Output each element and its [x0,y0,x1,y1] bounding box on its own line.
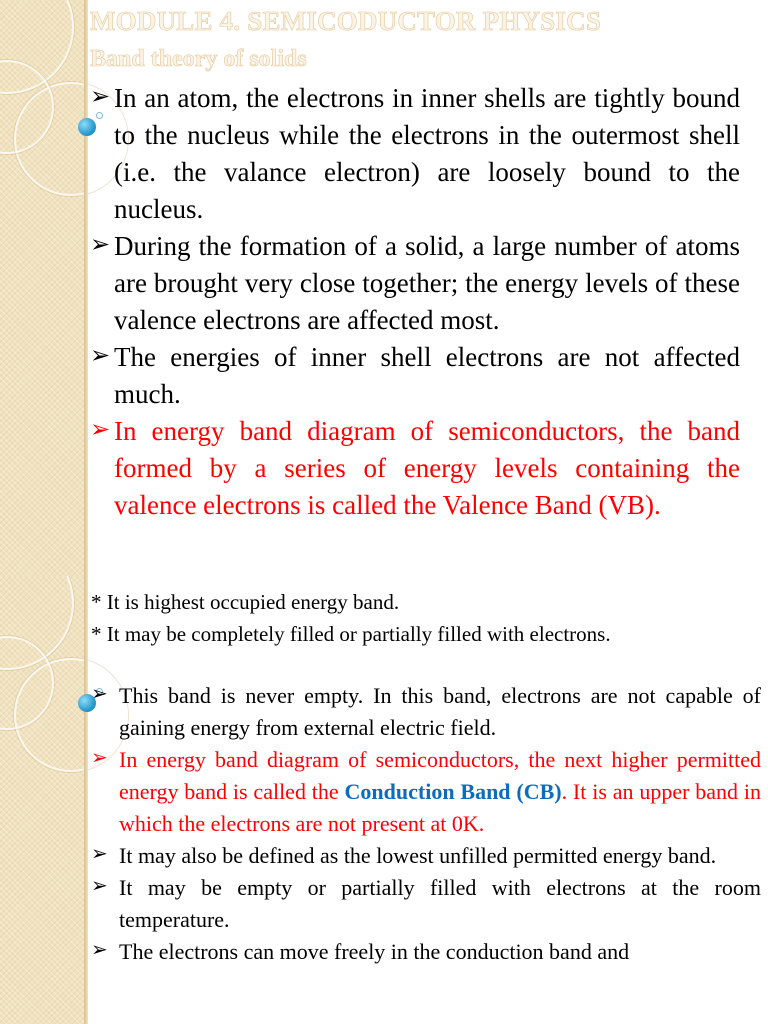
list-item-text: In an atom, the electrons in inner shells are tightly bound to the nucleus while the electrons in the outermost shell (i.e. the valance electron) are loosely bound to the nucleus. [114,83,740,224]
list-item [91,680,761,744]
page-title: MODULE 4. SEMICODUCTOR PHYSICS [90,6,602,36]
notes-block [91,586,761,650]
arrow-bullet-icon: ➢ [91,747,108,769]
list-item-text: This band is never empty. In this band, electrons are not capable of gaining energy from external electric field. [119,683,761,740]
arrow-bullet-icon: ➢ [91,875,108,897]
decorative-side-strip [0,0,84,576]
list-item-text-pre: In energy band diagram of semiconductors, the next higher permitted energy band is called the [119,747,761,804]
list-item-highlighted [91,744,761,840]
list-item-text: During the formation of a solid, a large number of atoms are brought very close together; the energy levels of these valence electrons are affected most. [114,231,740,335]
note-line: * It is highest occupied energy band. [91,590,400,614]
list-item [91,872,761,936]
list-item-text: It may be empty or partially filled with electrons at the room temperature. [119,875,761,932]
conduction-band-term: Conduction Band (CB) [344,779,562,804]
list-item [91,936,761,968]
arrow-bullet-icon: ➢ [90,232,111,258]
decorative-side-strip [0,576,84,1024]
list-item-text-post: . It is an upper band in which the electrons are not present at 0K. [119,779,761,836]
arrow-bullet-icon: ➢ [90,343,111,369]
arrow-bullet-icon: ➢ [91,843,108,865]
arrow-bullet-icon: ➢ [90,84,111,110]
strip-edge [84,576,88,1024]
page-subtitle: Band theory of solids [90,46,307,72]
bullet-list [91,680,761,968]
strip-edge [84,0,88,576]
arrow-bullet-icon: ➢ [91,939,108,961]
list-item [90,80,740,228]
list-item-highlighted [90,413,740,524]
note-line: * It may be completely filled or partially filled with electrons. [91,622,611,646]
list-item-text: It may also be defined as the lowest unfilled permitted energy band. [119,843,717,868]
list-item-text: The electrons can move freely in the conduction band and [119,939,630,964]
list-item [90,339,740,413]
arrow-bullet-icon: ➢ [91,683,108,705]
list-item-text: In energy band diagram of semiconductors, the band formed by a series of energy levels containing the valence electrons is called the Valence Band (VB). [114,416,740,520]
bullet-list [90,80,740,524]
arrow-bullet-icon: ➢ [90,417,111,443]
list-item-text: The energies of inner shell electrons are not affected much. [114,342,740,409]
list-item [90,228,740,339]
slide-2 [0,576,768,1024]
list-item [91,840,761,872]
